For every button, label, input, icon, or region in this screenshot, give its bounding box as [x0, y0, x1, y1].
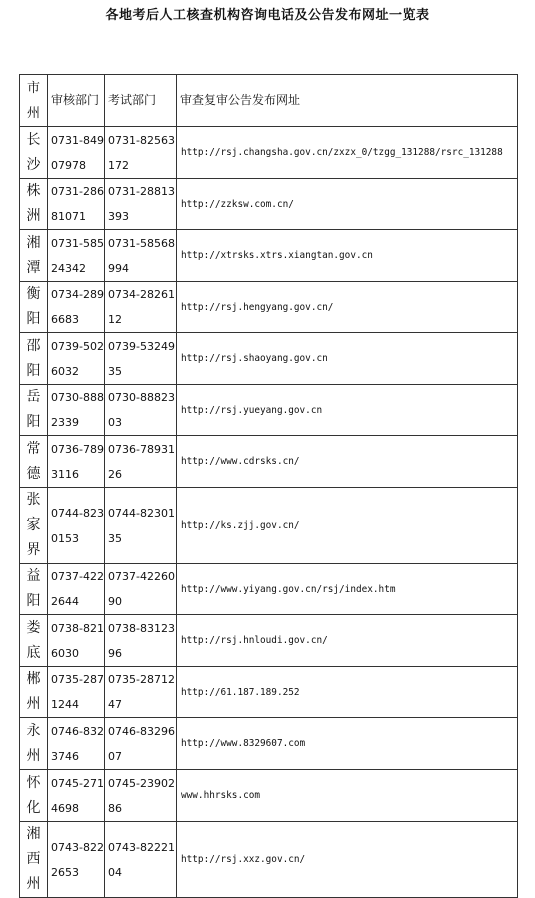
city-name: 常德 — [26, 440, 41, 482]
announcement-url-cell: http://rsj.shaoyang.gov.cn — [177, 333, 518, 385]
header-exam: 考试部门 — [105, 75, 177, 127]
table-row — [20, 770, 518, 822]
table-row — [20, 333, 518, 385]
city-cell — [20, 230, 48, 282]
announcement-url-cell: http://61.187.189.252 — [177, 667, 518, 718]
review-phone-cell: 0743-8222653 — [48, 822, 105, 898]
exam-phone-cell: 0744-8230135 — [105, 488, 177, 564]
city-cell — [20, 667, 48, 718]
city-cell — [20, 770, 48, 822]
announcement-url-cell: http://rsj.xxz.gov.cn/ — [177, 822, 518, 898]
header-review: 审核部门 — [48, 75, 105, 127]
exam-phone-cell: 0731-82563172 — [105, 127, 177, 179]
review-phone-cell: 0744-8230153 — [48, 488, 105, 564]
announcement-url-cell: http://www.8329607.com — [177, 718, 518, 770]
review-phone-cell: 0739-5026032 — [48, 333, 105, 385]
exam-phone-cell: 0745-2390286 — [105, 770, 177, 822]
exam-phone-cell: 0731-28813393 — [105, 179, 177, 230]
review-phone-cell: 0737-4222644 — [48, 564, 105, 615]
exam-phone-cell: 0737-4226090 — [105, 564, 177, 615]
announcement-url-cell: www.hhrsks.com — [177, 770, 518, 822]
announcement-url-cell: http://rsj.hengyang.gov.cn/ — [177, 282, 518, 333]
city-cell — [20, 333, 48, 385]
review-phone-cell: 0731-28681071 — [48, 179, 105, 230]
table-row — [20, 385, 518, 436]
table-row — [20, 667, 518, 718]
table-row — [20, 179, 518, 230]
exam-phone-cell: 0743-8222104 — [105, 822, 177, 898]
header-city — [20, 75, 48, 127]
table-row — [20, 127, 518, 179]
exam-phone-cell: 0734-2826112 — [105, 282, 177, 333]
announcement-url-cell: http://xtrsks.xtrs.xiangtan.gov.cn — [177, 230, 518, 282]
city-cell — [20, 179, 48, 230]
exam-phone-cell: 0735-2871247 — [105, 667, 177, 718]
city-name: 湘潭 — [26, 234, 41, 276]
city-name: 怀化 — [26, 774, 41, 816]
city-name: 郴州 — [26, 671, 41, 712]
city-name: 湘西州 — [26, 826, 41, 892]
exam-phone-cell: 0746-8329607 — [105, 718, 177, 770]
review-phone-cell: 0731-58524342 — [48, 230, 105, 282]
review-phone-cell: 0731-84907978 — [48, 127, 105, 179]
announcement-url-cell: http://rsj.changsha.gov.cn/zxzx_0/tzgg_131288/rsrc_131288 — [177, 127, 518, 179]
city-cell — [20, 564, 48, 615]
announcement-url-cell: http://www.cdrsks.cn/ — [177, 436, 518, 488]
header-city-label: 市州 — [26, 80, 40, 121]
table-row — [20, 615, 518, 667]
city-name: 株洲 — [26, 183, 41, 224]
review-phone-cell: 0745-2714698 — [48, 770, 105, 822]
review-phone-cell: 0738-8216030 — [48, 615, 105, 667]
city-cell — [20, 436, 48, 488]
announcement-url-cell: http://ks.zjj.gov.cn/ — [177, 488, 518, 564]
exam-phone-cell: 0731-58568994 — [105, 230, 177, 282]
table-row — [20, 822, 518, 898]
announcement-url-cell: http://rsj.hnloudi.gov.cn/ — [177, 615, 518, 667]
contact-table — [19, 74, 518, 898]
announcement-url-cell: http://zzksw.com.cn/ — [177, 179, 518, 230]
table-row — [20, 718, 518, 770]
city-cell — [20, 282, 48, 333]
announcement-url-cell: http://rsj.yueyang.gov.cn — [177, 385, 518, 436]
table-row — [20, 564, 518, 615]
city-cell — [20, 488, 48, 564]
city-name: 衡阳 — [26, 286, 41, 327]
table-row — [20, 230, 518, 282]
table-row — [20, 488, 518, 564]
city-name: 岳阳 — [26, 389, 41, 430]
page-title: 各地考后人工核查机构咨询电话及公告发布网址一览表 — [105, 8, 430, 23]
table-row — [20, 282, 518, 333]
exam-phone-cell: 0739-5324935 — [105, 333, 177, 385]
review-phone-cell: 0730-8882339 — [48, 385, 105, 436]
city-name: 永州 — [26, 722, 41, 764]
city-cell — [20, 615, 48, 667]
city-cell — [20, 385, 48, 436]
header-url: 审查复审公告发布网址 — [177, 75, 518, 127]
exam-phone-cell: 0738-8312396 — [105, 615, 177, 667]
city-cell — [20, 822, 48, 898]
city-name: 张家界 — [26, 492, 41, 558]
city-name: 邵阳 — [26, 337, 41, 379]
city-name: 娄底 — [26, 619, 41, 661]
city-cell — [20, 127, 48, 179]
review-phone-cell: 0734-2896683 — [48, 282, 105, 333]
exam-phone-cell: 0730-8882303 — [105, 385, 177, 436]
table-header-row — [20, 75, 518, 127]
table-body — [20, 75, 518, 898]
review-phone-cell: 0736-7893116 — [48, 436, 105, 488]
review-phone-cell: 0746-8323746 — [48, 718, 105, 770]
exam-phone-cell: 0736-7893126 — [105, 436, 177, 488]
review-phone-cell: 0735-2871244 — [48, 667, 105, 718]
city-name: 长沙 — [26, 131, 41, 173]
city-name: 益阳 — [26, 568, 41, 609]
table-row — [20, 436, 518, 488]
announcement-url-cell: http://www.yiyang.gov.cn/rsj/index.htm — [177, 564, 518, 615]
city-cell — [20, 718, 48, 770]
